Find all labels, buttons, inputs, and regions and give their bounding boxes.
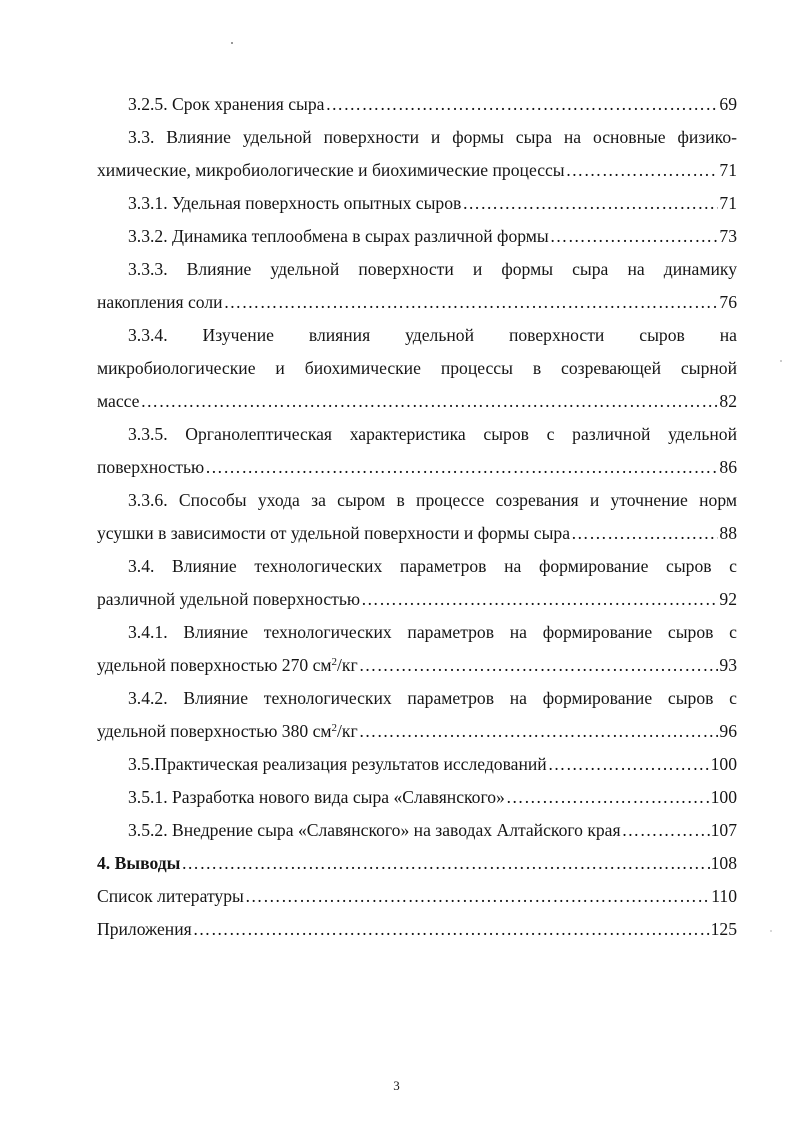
dot-leader [359, 649, 719, 682]
title-text: удельной поверхностью 270 см [97, 655, 332, 675]
scan-speck [780, 360, 782, 362]
toc-entry-3-4 [97, 550, 737, 616]
toc-entry-title-cont: накопления соли [97, 292, 223, 312]
toc-entry-title: 3.5.Практическая реализация результатов исследований [128, 754, 547, 774]
toc-entry-title: 3.3.2. Динамика теплообмена в сырах различной формы [128, 226, 549, 246]
toc-entry-title-cont: усушки в зависимости от удельной поверхности и формы сыра [97, 523, 571, 543]
dot-leader [181, 847, 709, 880]
dot-leader [622, 814, 710, 847]
title-text: /кг [337, 655, 358, 675]
toc-page-number: 76 [719, 292, 737, 312]
dot-leader [548, 748, 710, 781]
toc-entry-title: 3.3.4. Изучение влияния удельной поверхности сыров на [128, 325, 737, 345]
dot-leader [325, 88, 718, 121]
toc-entry-3-4-2 [97, 682, 737, 748]
toc-entry-title: 3.3.1. Удельная поверхность опытных сыров [128, 193, 462, 213]
superscript: 2 [331, 722, 338, 734]
toc-entry-title: 3.3.6. Способы ухода за сыром в процессе созревания и уточнение норм [128, 490, 737, 510]
toc-entry-3-3-5 [97, 418, 737, 484]
toc-page-number: 92 [719, 589, 737, 609]
toc-entry-3-3-2 [97, 220, 737, 253]
toc-entry-title: 3.3.3. Влияние удельной поверхности и формы сыра на динамику [128, 259, 737, 279]
toc-entry-3-3-1 [97, 187, 737, 220]
toc-page-number: 88 [719, 523, 737, 543]
toc-entry-references [97, 880, 737, 913]
toc-entry-title: Список литературы [97, 886, 244, 906]
toc-entry-title: 3.5.2. Внедрение сыра «Славянского» на заводах Алтайского края [128, 820, 621, 840]
title-text: /кг [337, 721, 358, 741]
dot-leader [224, 286, 719, 319]
scan-speck [231, 42, 233, 44]
page-number: 3 [393, 1078, 400, 1093]
toc-entry-3-3 [97, 121, 737, 187]
toc-entry-title-cont [97, 649, 358, 682]
dot-leader [140, 385, 718, 418]
toc-page-number: 100 [710, 754, 737, 774]
scan-speck [770, 930, 772, 932]
dot-leader [193, 913, 710, 946]
toc-entry-title: Приложения [97, 919, 192, 939]
toc-page-number: 86 [719, 457, 737, 477]
dot-leader [571, 517, 718, 550]
toc-page-number: 108 [710, 853, 737, 873]
toc-entry-title: 3.3.5. Органолептическая характеристика сыров с различной удельной [128, 424, 737, 444]
table-of-contents [97, 88, 737, 946]
toc-entry-title: 4. Выводы [97, 853, 181, 873]
toc-page-number: 107 [710, 820, 737, 840]
dot-leader [566, 154, 719, 187]
toc-entry-title: 3.4. Влияние технологических параметров на формирование сыров с [128, 556, 737, 576]
toc-page-number: 82 [719, 391, 737, 411]
toc-entry-3-5 [97, 748, 737, 781]
toc-page-number: 71 [719, 193, 737, 213]
title-text: удельной поверхностью 380 см [97, 721, 332, 741]
toc-entry-title: 3.4.2. Влияние технологических параметров на формирование сыров с [128, 688, 737, 708]
dot-leader [245, 880, 710, 913]
toc-entry-conclusions [97, 847, 737, 880]
toc-entry-title: 3.5.1. Разработка нового вида сыра «Славянского» [128, 787, 505, 807]
toc-entry-3-2-5 [97, 88, 737, 121]
dot-leader [205, 451, 718, 484]
toc-entry-3-5-2 [97, 814, 737, 847]
toc-entry-title: 3.2.5. Срок хранения сыра [128, 94, 325, 114]
dot-leader [506, 781, 710, 814]
dot-leader [359, 715, 719, 748]
toc-page-number: 93 [719, 655, 737, 675]
toc-entry-title-cont: массе [97, 391, 140, 411]
toc-page-number: 96 [719, 721, 737, 741]
toc-entry-title-cont: поверхностью [97, 457, 205, 477]
toc-page-number: 71 [719, 160, 737, 180]
toc-page-number: 100 [710, 787, 737, 807]
dot-leader [361, 583, 718, 616]
superscript: 2 [331, 656, 338, 668]
toc-entry-title: 3.3. Влияние удельной поверхности и формы сыра на основные физико- [128, 127, 737, 147]
toc-page-number: 69 [719, 94, 737, 114]
toc-entry-title-cont: химические, микробиологические и биохимические процессы [97, 160, 565, 180]
toc-entry-3-3-4 [97, 319, 737, 418]
toc-page-number: 110 [711, 886, 737, 906]
toc-entry-title-cont: микробиологические и биохимические процессы в созревающей сырной [97, 358, 737, 378]
toc-page-number: 125 [710, 919, 737, 939]
toc-entry-3-5-1 [97, 781, 737, 814]
toc-entry-3-3-6 [97, 484, 737, 550]
toc-page-number: 73 [719, 226, 737, 246]
dot-leader [462, 187, 718, 220]
toc-entry-title-cont [97, 715, 358, 748]
toc-entry-title-cont: различной удельной поверхностью [97, 589, 361, 609]
toc-entry-3-3-3 [97, 253, 737, 319]
toc-entry-3-4-1 [97, 616, 737, 682]
toc-entry-appendices [97, 913, 737, 946]
toc-entry-title: 3.4.1. Влияние технологических параметров на формирование сыров с [128, 622, 737, 642]
dot-leader [550, 220, 719, 253]
